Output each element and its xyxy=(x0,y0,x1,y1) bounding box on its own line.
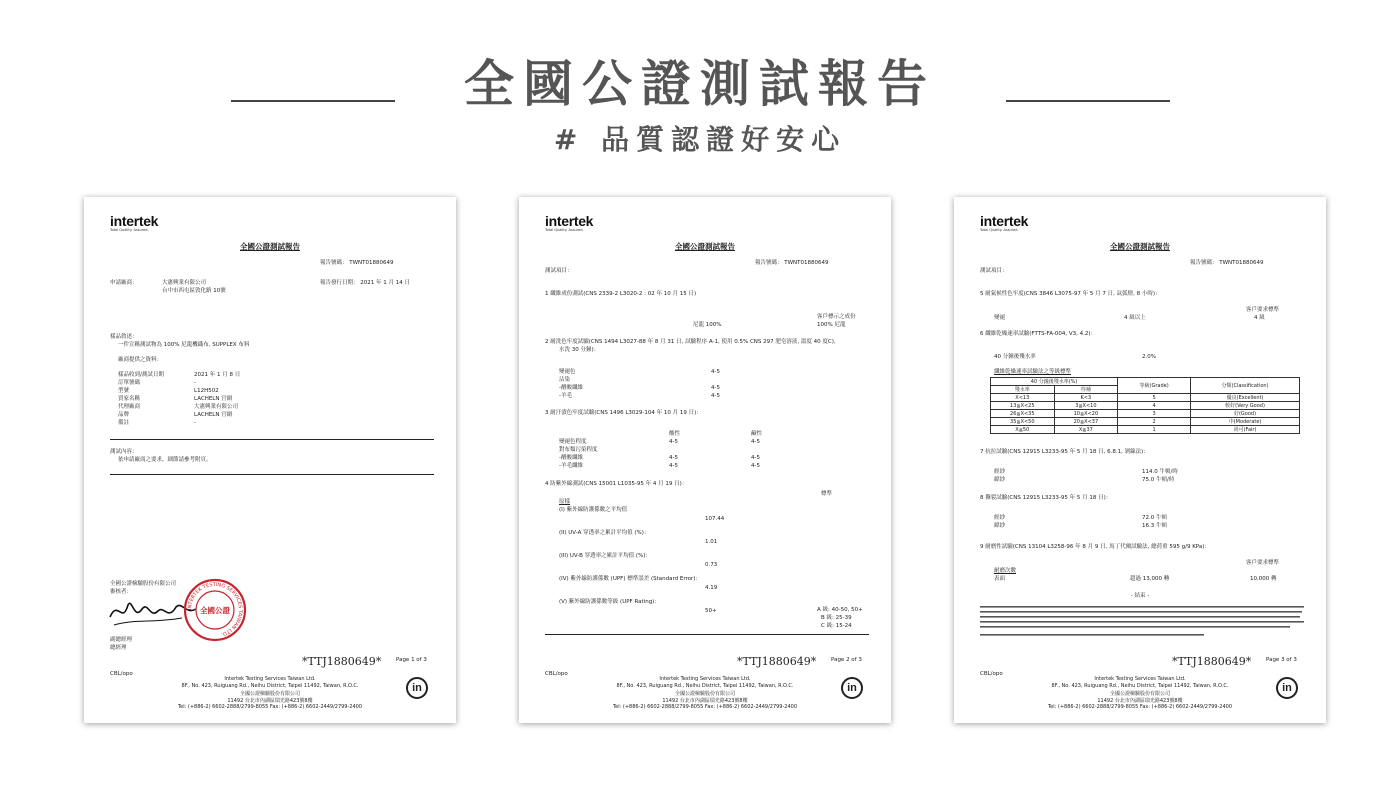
company-sign-label: 全國公證檢驗股份有限公司 xyxy=(110,581,177,587)
s9-standard: 10,000 轉 xyxy=(1250,576,1277,582)
s4-item: (IV) 紫外線防護係數 (UPF) 標準誤差 (Standard Error)： xyxy=(559,576,701,582)
s7-item: 緯紗 xyxy=(994,477,1006,483)
section-8: 8 撕裂試驗(CNS 12915 L3233-95 年 5 月 18 日)： xyxy=(980,495,1112,501)
s5-standard-header: 客戶要求標準 xyxy=(1246,307,1280,313)
s9-result: 超過 13,000 轉 xyxy=(1130,576,1170,582)
s4-item: (I) 紫外線防護係數之平均值 xyxy=(559,507,628,513)
table-cell: 3 xyxy=(1118,410,1191,418)
table-row xyxy=(991,410,1300,418)
s3-alkali-value: 4-5 xyxy=(751,455,760,461)
table-header: 40 分鐘後殘水率(%) xyxy=(991,378,1118,386)
table-cell: 5 xyxy=(1118,394,1191,402)
s3-alkali-header: 鹼性 xyxy=(751,431,763,437)
end-marker: - 結束 - xyxy=(1130,593,1150,599)
s7-value: 75.0 牛頓/時 xyxy=(1142,477,1175,483)
s5-standard: 4 級 xyxy=(1254,315,1265,321)
report-serial: *TTJ1880649* xyxy=(1172,655,1252,668)
title-rule-left xyxy=(231,100,395,102)
sample-field-value: L12H502 xyxy=(194,388,219,394)
applicant-label: 申請廠商： xyxy=(110,280,138,286)
s3-acid-value: 4-5 xyxy=(669,463,678,469)
s3-item: -羊毛纖維 xyxy=(559,463,583,469)
footer-line: Tel: (+886-2) 6602-2888/2799-8055 Fax: (+886-2) 6602-2449/2799-2400 xyxy=(177,704,363,710)
s9-item: 表面 xyxy=(994,576,1006,582)
test-content-label: 測試內容： xyxy=(110,449,138,455)
s3-item: -醋酸纖維 xyxy=(559,455,583,461)
table-cell: 13≦X<25 xyxy=(991,402,1055,410)
table-row xyxy=(991,426,1300,434)
section-2: 2 耐洗色牢度試驗(CNS 1494 L3027-88 年 8 月 31 日, 試驗程序 A-1, 使用 0.5% CNS 297 肥皂溶液, 溫度 40 度C)， xyxy=(545,339,840,345)
table-cell: X≧50 xyxy=(991,426,1055,434)
s3-acid-header: 酸性 xyxy=(669,431,681,437)
client-info-label: 廠商提供之資料： xyxy=(118,357,163,363)
sample-field-value: 大憲興業有限公司 xyxy=(194,404,239,410)
section-9: 9 耐磨性試驗(CNS 13104 L3258-96 年 8 月 9 日, 馬丁代爾試驗法, 總荷重 595 g/9 KPa)： xyxy=(980,544,1210,550)
intertek-logo: intertek xyxy=(980,213,1029,229)
s4-standard-label: 標準 xyxy=(821,491,833,497)
s8-value: 72.0 牛頓 xyxy=(1142,515,1167,521)
test-content-text: 依申請廠商之要求，細節請參考附頁。 xyxy=(118,457,212,463)
footer-line: Intertek Testing Services Taiwan Ltd. xyxy=(659,676,751,682)
footer-line: Intertek Testing Services Taiwan Ltd. xyxy=(1094,676,1186,682)
section-1: 1 纖維成份測試(CNS 2339-2 L3020-2 : 02 年 10 月 15 日) xyxy=(545,291,697,297)
section-2-cont: 水洗 30 分鐘)： xyxy=(559,347,600,353)
s8-item: 經紗 xyxy=(994,515,1006,521)
banner-title: 全國公證測試報告 xyxy=(464,55,936,113)
table-cell: 20≦X<37 xyxy=(1054,418,1118,426)
table-cell: 尚可(Fair) xyxy=(1191,426,1300,434)
report-serial: *TTJ1880649* xyxy=(302,655,382,668)
s4-value: 107.44 xyxy=(705,516,725,522)
table-cell: 10≦X<20 xyxy=(1054,410,1118,418)
s5-item: 變褪 xyxy=(994,315,1006,321)
applicant-address: 台中市西屯區敦化路 10號 xyxy=(162,288,226,294)
report-number: 報告號碼： TWNT01880649 xyxy=(1190,260,1264,266)
s4-value: 50+ xyxy=(705,608,717,614)
report-page-2 xyxy=(519,197,891,723)
s3-acid-value: 4-5 xyxy=(669,455,678,461)
doc-title: 全國公證測試報告 xyxy=(240,242,300,251)
section-3: 3 耐汗漬色牢度試驗(CNS 1496 L3029-104 年 10 月 19 日)： xyxy=(545,410,702,416)
s4-grade: B 級: 25-39 xyxy=(821,615,852,621)
company-seal xyxy=(182,577,248,643)
s7-item: 經紗 xyxy=(994,469,1006,475)
footer-line: Tel: (+886-2) 6602-2888/2799-8055 Fax: (+886-2) 6602-2449/2799-2400 xyxy=(1047,704,1233,710)
footer-line: 8F., No. 423, Ruiguang Rd., Neihu District, Taipei 11492, Taiwan, R.O.C. xyxy=(616,683,794,689)
sample-desc-label: 樣品敘述： xyxy=(110,334,138,340)
sample-field-label: 型號 xyxy=(118,388,130,394)
footer-line: 11492 台北市內湖區瑞光路423號8樓 xyxy=(1097,698,1183,704)
table-cell: 中(Moderate) xyxy=(1191,418,1300,426)
s6-item: 40 分鐘後殘水率 xyxy=(994,354,1036,360)
sample-field-value: LACHELN 官網 xyxy=(194,396,233,402)
signer-title: 總經理 xyxy=(110,645,127,651)
table-cell: 35≦X<50 xyxy=(991,418,1055,426)
signer-name: 副總經理 xyxy=(110,637,133,643)
table-cell: X<13 xyxy=(991,394,1055,402)
footer-line: 8F., No. 423, Ruiguang Rd., Neihu District, Taipei 11492, Taiwan, R.O.C. xyxy=(181,683,359,689)
sample-field-label: 代理廠商 xyxy=(118,404,141,410)
s1-label: 客戶標示之成份 xyxy=(817,314,856,320)
footer-line: Intertek Testing Services Taiwan Ltd. xyxy=(224,676,316,682)
table-cell: 26≦X<35 xyxy=(991,410,1055,418)
table-subheader: 待補 xyxy=(1054,386,1118,394)
s4-value: 1.01 xyxy=(705,539,718,545)
sample-field-value: - xyxy=(194,380,196,386)
footer-line: 全國公證檢驗股份有限公司 xyxy=(674,691,735,697)
seal-inner-text: 全國公證 xyxy=(200,606,230,615)
section-7: 7 抗拉試驗(CNS 12915 L3233-95 年 5 月 18 日, 6.8.1, 剝線法)： xyxy=(980,449,1149,455)
divider xyxy=(110,439,434,440)
disclaimer-block xyxy=(980,603,1304,643)
report-number: 報告號碼： TWNT01880649 xyxy=(755,260,829,266)
page-number: Page 1 of 3 xyxy=(396,657,427,663)
s4-value: 4.19 xyxy=(705,585,718,591)
banner-subtitle: # 品質認證好安心 xyxy=(553,123,847,156)
test-item-label: 測試項目： xyxy=(545,268,573,274)
s4-item: (V) 紫外線防護係數等級 (UPF Rating)： xyxy=(559,599,660,605)
page-number: Page 3 of 3 xyxy=(1266,657,1297,663)
s2-item: 變褪色 xyxy=(559,369,576,375)
footer-line: 全國公證檢驗股份有限公司 xyxy=(1109,691,1170,697)
s2-value: 4-5 xyxy=(711,369,720,375)
intertek-logo: intertek xyxy=(545,213,594,229)
table-row xyxy=(991,394,1300,402)
table-cell: X≧37 xyxy=(1054,426,1118,434)
sample-field-label: 備註 xyxy=(118,420,130,426)
s9-standard-header: 客戶要求標準 xyxy=(1246,560,1280,566)
intertek-in-icon: in xyxy=(841,677,863,699)
report-number: 報告號碼： TWNT01880649 xyxy=(320,260,394,266)
section-5: 5 耐氣候性色牢度(CNS 3846 L3075-97 年 5 月 7 日, 氙弧燈, 8 小時)： xyxy=(980,291,1161,297)
section-4: 4 防紫外線測試(CNS 15001 L1035-95 年 4 月 19 日)： xyxy=(545,481,688,487)
sample-field-label: 品牌 xyxy=(118,412,130,418)
s2-value: 4-5 xyxy=(711,393,720,399)
table-header: 分類(Classification) xyxy=(1191,378,1300,394)
report-serial: *TTJ1880649* xyxy=(737,655,817,668)
logo-tagline: Total Quality. Assured. xyxy=(545,228,584,232)
doc-title: 全國公證測試報告 xyxy=(1110,242,1170,251)
sample-field-value: - xyxy=(194,420,196,426)
s4-value: 0.73 xyxy=(705,562,718,568)
table-cell: 1 xyxy=(1118,426,1191,434)
divider xyxy=(110,474,434,475)
drying-grade-table xyxy=(990,377,1300,434)
s4-item: (II) UV-A 穿透率之累計平均值 (%)： xyxy=(559,530,650,536)
s5-result: 4 級以上 xyxy=(1124,315,1146,321)
s8-value: 16.3 牛頓 xyxy=(1142,523,1167,529)
intertek-logo: intertek xyxy=(110,213,159,229)
table-cell: 優良(Excellent) xyxy=(1191,394,1300,402)
footer-line: 8F., No. 423, Ruiguang Rd., Neihu District, Taipei 11492, Taiwan, R.O.C. xyxy=(1051,683,1229,689)
sample-field-label: 樣品收到/測試日期 xyxy=(118,372,164,378)
footer-line: 11492 台北市內湖區瑞光路423號8樓 xyxy=(227,698,313,704)
s4-original-label: 原樣 xyxy=(559,499,571,505)
s3-alkali-value: 4-5 xyxy=(751,463,760,469)
sample-field-value: LACHELN 官網 xyxy=(194,412,233,418)
divider xyxy=(545,634,869,635)
s8-item: 緯紗 xyxy=(994,523,1006,529)
title-rule-right xyxy=(1006,100,1170,102)
intertek-in-icon: in xyxy=(406,677,428,699)
s2-item: -羊毛 xyxy=(559,393,572,399)
table-cell: 3≦X<10 xyxy=(1054,402,1118,410)
s3-alkali-value: 4-5 xyxy=(751,439,760,445)
footer-line: Tel: (+886-2) 6602-2888/2799-8055 Fax: (+886-2) 6602-2449/2799-2400 xyxy=(612,704,798,710)
s7-value: 114.0 牛頓/時 xyxy=(1142,469,1178,475)
s9-label: 耐磨次數 xyxy=(994,568,1017,574)
table-cell: 較好(Very Good) xyxy=(1191,402,1300,410)
section-6: 6 纖維乾燥速率試驗(FTTS-FA-004, V3, 4.2)： xyxy=(980,331,1096,337)
footer-line: 11492 台北市內湖區瑞光路423號8樓 xyxy=(662,698,748,704)
sample-desc: 一件宣稱測試物為 100% 尼龍機織布, SUPPLEX 布料 xyxy=(118,342,250,348)
sample-field-label: 買家名稱 xyxy=(118,396,141,402)
signer-label: 審核者： xyxy=(110,589,133,595)
table-cell: 好(Good) xyxy=(1191,410,1300,418)
table-header: 等級(Grade) xyxy=(1118,378,1191,394)
table-cell: 4 xyxy=(1118,402,1191,410)
s2-item: 沾染 xyxy=(559,377,571,383)
footer-line: 全國公證檢驗股份有限公司 xyxy=(239,691,300,697)
intertek-in-icon: in xyxy=(1276,677,1298,699)
table-row xyxy=(991,402,1300,410)
report-page-3 xyxy=(954,197,1326,723)
report-page-1 xyxy=(84,197,456,723)
sample-field-label: 訂單號碼 xyxy=(118,380,141,386)
s4-item: (III) UV-B 穿透率之累計平均值 (%)： xyxy=(559,553,651,559)
s4-grade: A 級: 40-50, 50+ xyxy=(817,607,863,613)
test-item-label: 測試項目： xyxy=(980,268,1008,274)
applicant-name: 大憲興業有限公司 xyxy=(162,280,207,286)
table-row xyxy=(991,418,1300,426)
logo-tagline: Total Quality. Assured. xyxy=(110,228,149,232)
issue-date: 報告發行日期： 2021 年 1 月 14 日 xyxy=(320,280,410,286)
s3-acid-value: 4-5 xyxy=(669,439,678,445)
s3-item: 變褪色程度 xyxy=(559,439,587,445)
table-subheader: 殘水率 xyxy=(991,386,1055,394)
s1-result: 尼龍 100% xyxy=(693,322,722,328)
s1-claim: 100% 尼龍 xyxy=(817,322,846,328)
cbl-code: CBL/opo xyxy=(545,671,568,677)
s3-item: 對布類污染程度 xyxy=(559,447,598,453)
s2-item: -醋酸纖維 xyxy=(559,385,583,391)
s6-table-title: 纖維乾燥速率試驗法之等級標準 xyxy=(994,369,1072,375)
seal-outer-text: INTERTEK TESTING SERVICES TAIWAN LTD. xyxy=(186,581,244,638)
sample-field-value: 2021 年 1 月 8 日 xyxy=(194,372,241,378)
page-number: Page 2 of 3 xyxy=(831,657,862,663)
s4-grade: C 級: 15-24 xyxy=(821,623,852,629)
logo-tagline: Total Quality. Assured. xyxy=(980,228,1019,232)
table-cell: 2 xyxy=(1118,418,1191,426)
s2-value: 4-5 xyxy=(711,385,720,391)
cbl-code: CBL/opo xyxy=(110,671,133,677)
table-cell: K<3 xyxy=(1054,394,1118,402)
s6-result: 2.0% xyxy=(1142,354,1156,360)
cbl-code: CBL/opo xyxy=(980,671,1003,677)
doc-title: 全國公證測試報告 xyxy=(675,242,735,251)
